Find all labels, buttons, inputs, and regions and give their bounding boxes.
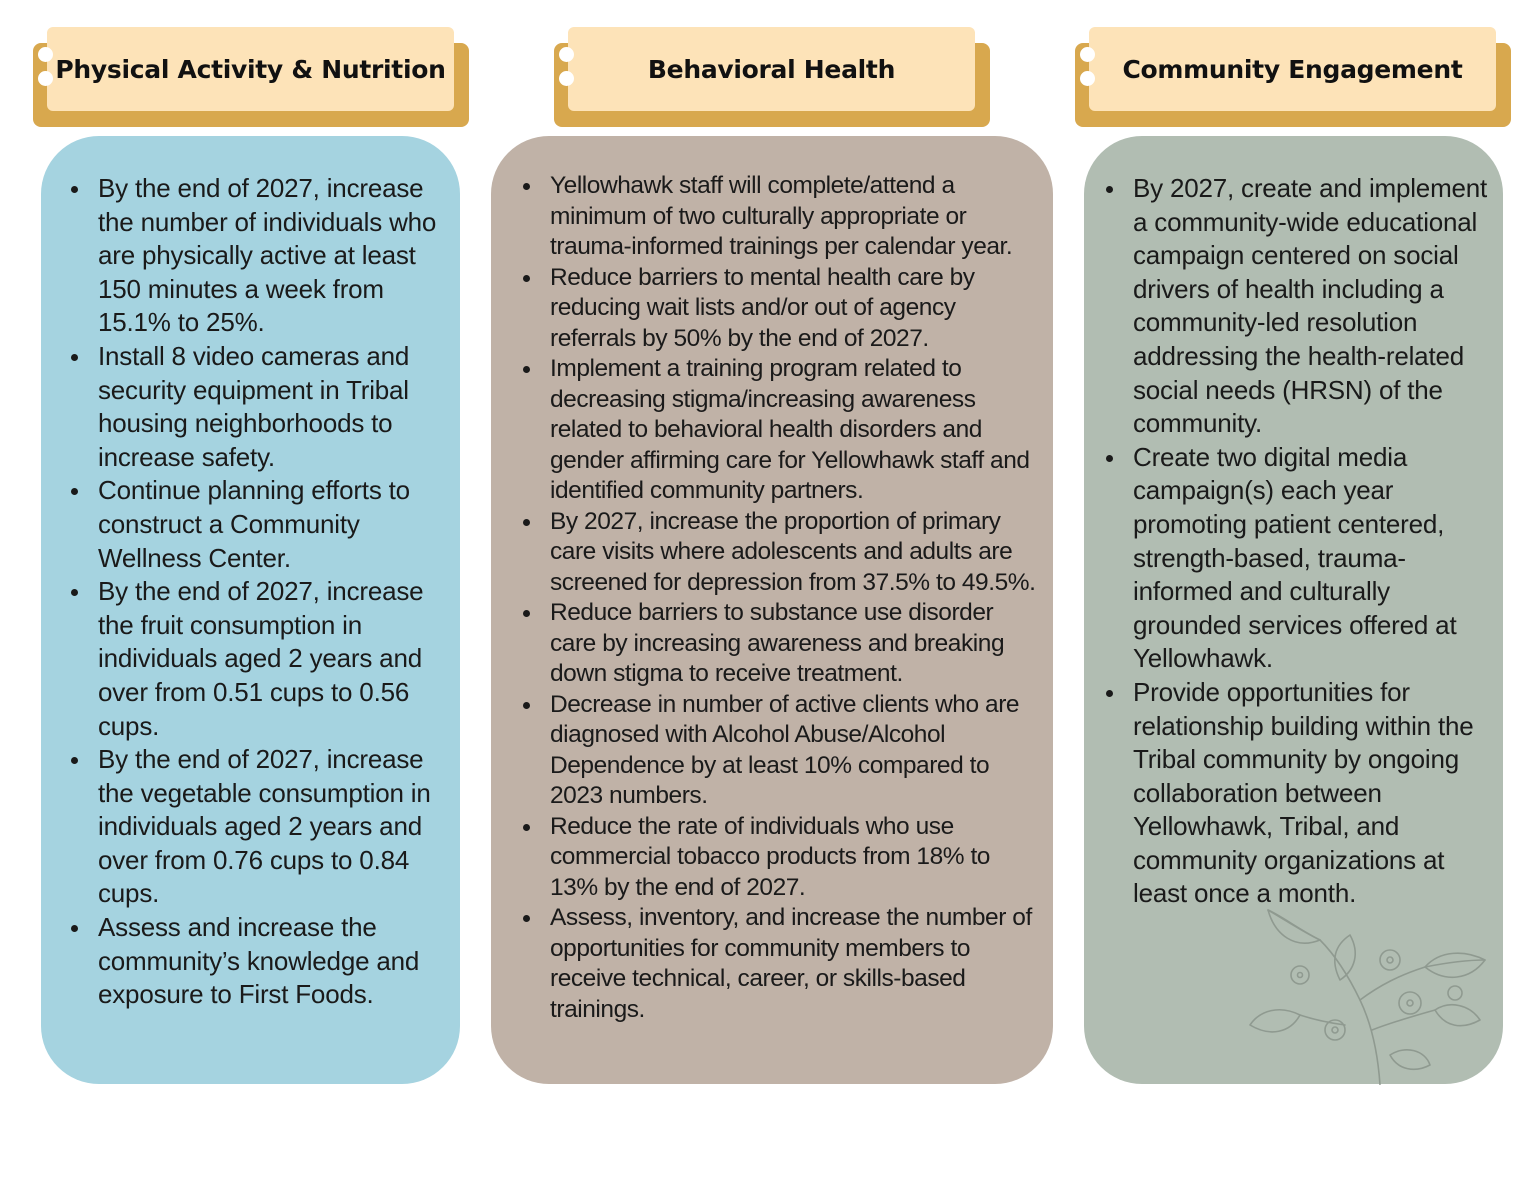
list-item: Yellowhawk staff will complete/attend a minimum of two culturally appropriate or trauma-informed trainings per calendar year.: [550, 171, 1043, 263]
list-item: Implement a training program related to decreasing stigma/increasing awareness related to behavioral health disorders and gender affirming care for Yellowhawk staff and identified community partners.: [550, 354, 1043, 507]
community-engagement-list: [1133, 172, 1495, 911]
list-item: Reduce barriers to mental health care by reducing wait lists and/or out of agency referrals by 50% by the end of 2027.: [550, 263, 1043, 355]
binder-ring-icon: [38, 47, 53, 62]
binder-ring-icon: [559, 47, 574, 62]
section-title-physical: Physical Activity & Nutrition: [55, 54, 446, 84]
binder-ring-icon: [559, 71, 574, 86]
list-item: By 2027, increase the proportion of primary care visits where adolescents and adults are screened for depression from 37.5% to 49.5%.: [550, 507, 1043, 599]
section-title-community: Community Engagement: [1122, 54, 1463, 84]
section-header-behavioral: [568, 27, 975, 111]
berry-branch-icon: [1240, 905, 1490, 1085]
list-item: By the end of 2027, increase the number of individuals who are physically active at least 150 minutes a week from 15.1% to 25%.: [98, 172, 446, 340]
physical-activity-card: [41, 136, 460, 1084]
list-item: By 2027, create and implement a community-wide educational campaign centered on social drivers of health including a community-led resolution addressing the health-related social needs (HRSN) of the community.: [1133, 172, 1495, 441]
section-header-physical: [47, 27, 454, 111]
list-item: Continue planning efforts to construct a Community Wellness Center.: [98, 474, 446, 575]
physical-activity-list: [98, 172, 446, 1012]
section-title-behavioral: Behavioral Health: [647, 54, 896, 84]
binder-ring-icon: [38, 71, 53, 86]
list-item: Install 8 video cameras and security equipment in Tribal housing neighborhoods to increase safety.: [98, 340, 446, 474]
behavioral-health-card: [491, 136, 1053, 1084]
list-item: By the end of 2027, increase the vegetable consumption in individuals aged 2 years and over from 0.76 cups to 0.84 cups.: [98, 743, 446, 911]
list-item: Decrease in number of active clients who are diagnosed with Alcohol Abuse/Alcohol Dependence by at least 10% compared to 2023 numbers.: [550, 690, 1043, 812]
binder-ring-icon: [1080, 47, 1095, 62]
list-item: By the end of 2027, increase the fruit consumption in individuals aged 2 years and over from 0.51 cups to 0.56 cups.: [98, 575, 446, 743]
list-item: Provide opportunities for relationship building within the Tribal community by ongoing collaboration between Yellowhawk, Tribal, and community organizations at least once a month.: [1133, 676, 1495, 911]
binder-ring-icon: [1080, 71, 1095, 86]
list-item: Reduce the rate of individuals who use commercial tobacco products from 18% to 13% by the end of 2027.: [550, 812, 1043, 904]
behavioral-health-list: [550, 171, 1043, 1025]
list-item: Reduce barriers to substance use disorder care by increasing awareness and breaking down stigma to receive treatment.: [550, 598, 1043, 690]
list-item: Assess and increase the community’s knowledge and exposure to First Foods.: [98, 911, 446, 1012]
section-header-community: [1089, 27, 1496, 111]
list-item: Create two digital media campaign(s) each year promoting patient centered, strength-based, trauma-informed and culturally grounded services offered at Yellowhawk.: [1133, 441, 1495, 676]
list-item: Assess, inventory, and increase the number of opportunities for community members to receive technical, career, or skills-based trainings.: [550, 903, 1043, 1025]
